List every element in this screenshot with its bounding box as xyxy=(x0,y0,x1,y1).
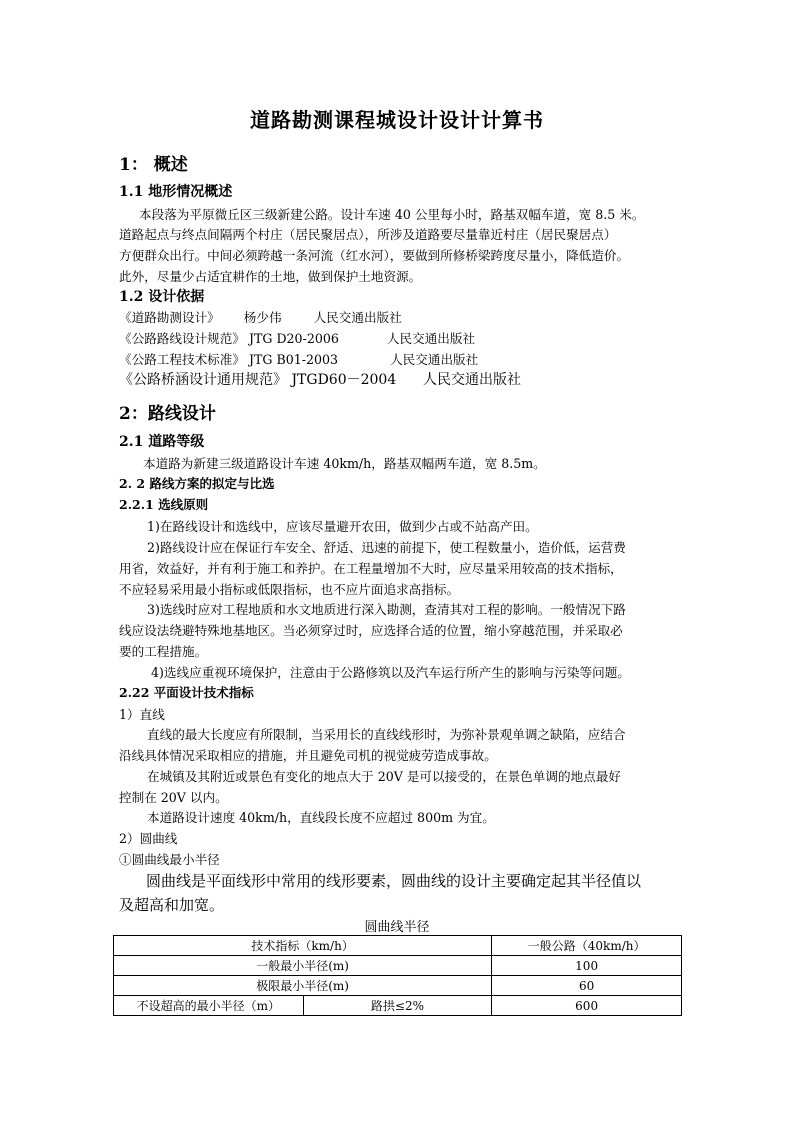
paragraph-line: 要的工程措施。 xyxy=(119,644,208,659)
table-row xyxy=(114,996,682,1016)
subsection-heading: ①圆曲线最小半径 xyxy=(119,852,220,867)
subsection-heading: 2）圆曲线 xyxy=(119,831,178,846)
paragraph-line: 4)选线应重视环境保护，注意由于公路修筑以及汽车运行所产生的影响与污染等问题。 xyxy=(151,665,630,680)
table-caption: 圆曲线半径 xyxy=(364,920,430,935)
paragraph-line: 本道路为新建三级道路设计车速 40km/h，路基双幅两车道，宽 8.5m。 xyxy=(143,456,546,471)
table-cell: 600 xyxy=(492,996,682,1016)
table-header-row xyxy=(114,936,682,956)
table-header-cell: 技术指标（km/h） xyxy=(114,936,492,956)
table-row xyxy=(114,956,682,976)
paragraph-line: 不应轻易采用最小指标或低限指标，也不应片面追求高指标。 xyxy=(119,582,460,597)
paragraph-line: 此外，尽量少占适宜耕作的土地，做到保护土地资源。 xyxy=(119,269,422,284)
subsection-heading: 1）直线 xyxy=(119,707,165,722)
section-2-1-heading: 2.1 道路等级 xyxy=(119,434,205,450)
paragraph-line: 控制在 20V 以内。 xyxy=(119,790,228,805)
table-row xyxy=(114,976,682,996)
section-2-2-1-heading: 2.2.1 选线原则 xyxy=(119,497,209,512)
table-header-cell: 一般公路（40km/h） xyxy=(492,936,682,956)
paragraph-line: 道路起点与终点间隔两个村庄（居民聚居点），所涉及道路要尽量靠近村庄（居民聚居点） xyxy=(119,227,617,242)
paragraph-line: 3)选线时应对工程地质和水文地质进行深入勘测，查清其对工程的影响。一般情况下路 xyxy=(147,602,626,617)
paragraph-line: 直线的最大长度应有所限制，当采用长的直线线形时，为弥补景观单调之缺陷，应结合 xyxy=(147,727,626,742)
section-1-heading: 1： 概述 xyxy=(119,155,188,175)
paragraph-line: 1)在路线设计和选线中，应该尽量避开农田，做到少占或不站高产田。 xyxy=(147,519,538,534)
section-1-2-heading: 1.2 设计依据 xyxy=(119,289,205,305)
document-title: 道路勘测课程城设计设计计算书 xyxy=(250,108,544,132)
section-2-22-heading: 2.22 平面设计技术指标 xyxy=(119,685,254,700)
table-cell: 60 xyxy=(492,976,682,996)
table-cell: 极限最小半径(m) xyxy=(114,976,492,996)
reference-item: 《道路勘测设计》 杨少伟 人民交通出版社 xyxy=(119,310,402,325)
section-1-1-heading: 1.1 地形情况概述 xyxy=(119,184,233,200)
paragraph-line: 方便群众出行。中间必须跨越一条河流（红水河），要做到所修桥梁跨度尽量小，降低造价。 xyxy=(119,248,630,263)
table-cell: 路拱≤2% xyxy=(303,996,492,1016)
section-2-heading: 2：路线设计 xyxy=(119,404,216,424)
paragraph-line: 本道路设计速度 40km/h，直线段长度不应超过 800m 为宜。 xyxy=(147,810,495,825)
paragraph-line: 线应设法绕避特殊地基地区。当必须穿过时，应选择合适的位置，缩小穿越范围，并采取必 xyxy=(119,623,623,638)
paragraph-line: 在城镇及其附近或景色有变化的地点大于 20V 是可以接受的，在景色单调的地点最好 xyxy=(147,769,621,784)
reference-item: 《公路工程技术标准》 JTG B01-2003 人民交通出版社 xyxy=(119,352,479,367)
table-cell: 不设超高的最小半径（m） xyxy=(114,996,304,1016)
paragraph-line: 本段落为平原微丘区三级新建公路。设计车速 40 公里每小时，路基双幅车道，宽 8.5 米。 xyxy=(139,207,645,222)
paragraph-line: 沿线具体情况采取相应的措施，并且避免司机的视觉疲劳造成事故。 xyxy=(119,748,497,763)
paragraph-line: 2)路线设计应在保证行车安全、舒适、迅速的前提下，使工程数量小，造价低，运营费 xyxy=(147,540,626,555)
table-cell: 一般最小半径(m) xyxy=(114,956,492,976)
section-2-2-heading: 2. 2 路线方案的拟定与比选 xyxy=(119,476,275,491)
paragraph-line: 圆曲线是平面线形中常用的线形要素，圆曲线的设计主要确定起其半径值以 xyxy=(146,872,642,890)
paragraph-line: 及超高和加宽。 xyxy=(119,896,225,914)
reference-item: 《公路桥涵设计通用规范》 JTGD60－2004 人民交通出版社 xyxy=(119,372,521,388)
reference-item: 《公路路线设计规范》 JTG D20-2006 人民交通出版社 xyxy=(119,331,476,346)
table-cell: 100 xyxy=(492,956,682,976)
curve-radius-table xyxy=(113,935,682,1016)
paragraph-line: 用省，效益好，并有利于施工和养护。在工程量增加不大时，应尽量采用较高的技术指标， xyxy=(119,561,623,576)
